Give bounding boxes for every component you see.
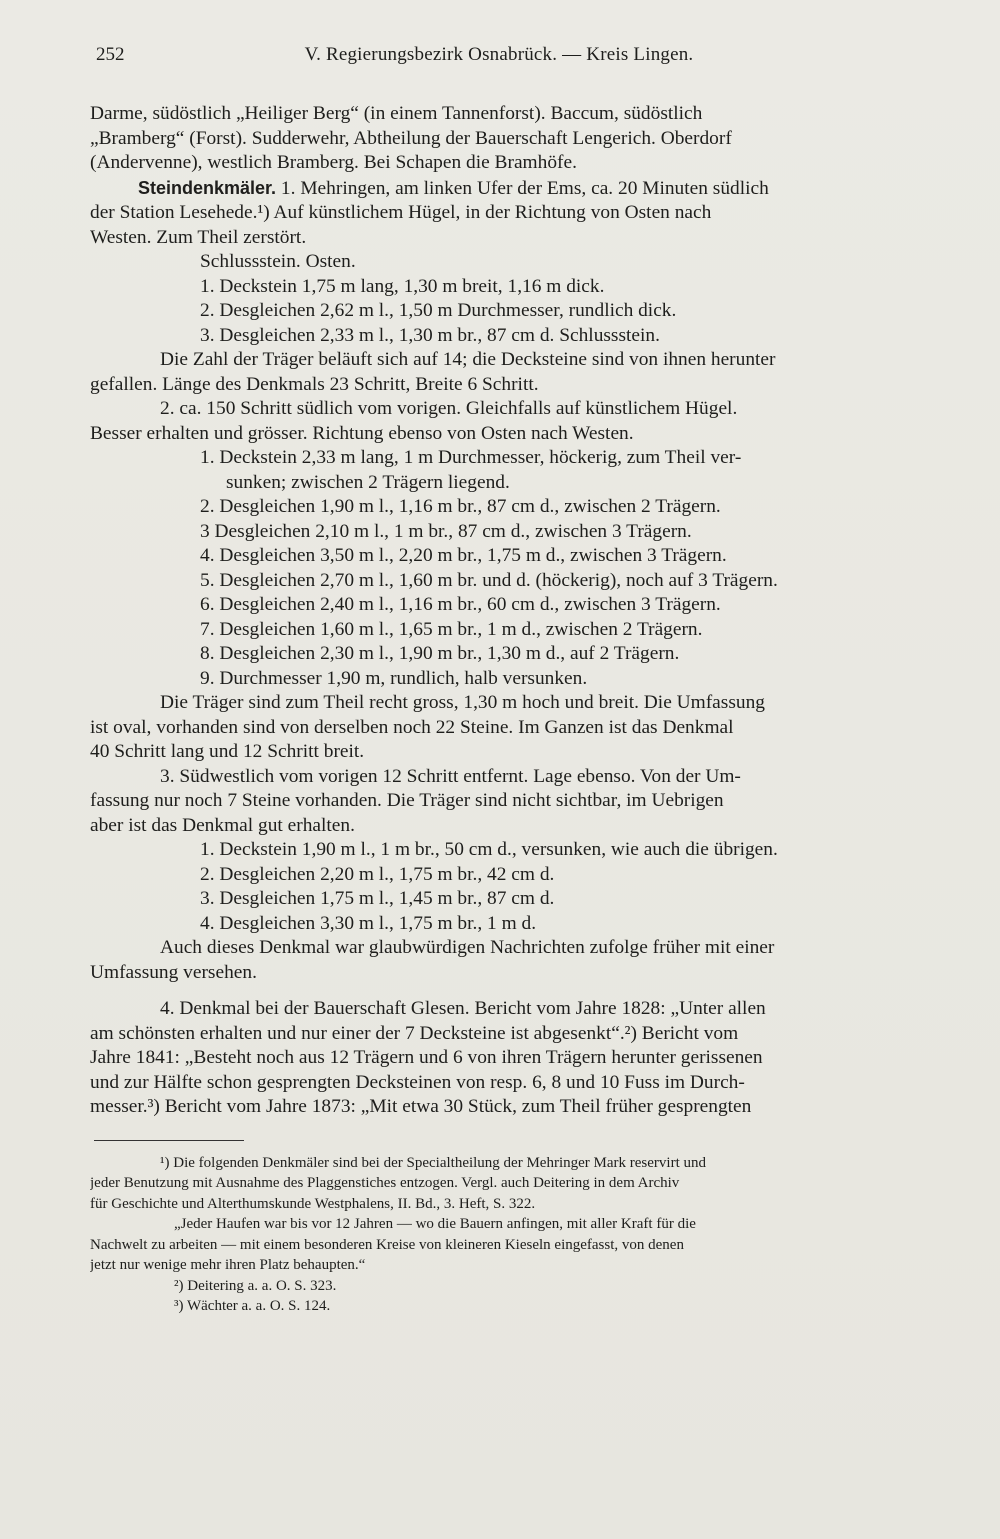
running-head [90, 44, 908, 80]
text-line: der Station Lesehede.¹) Auf künstlichem Hügel, in der Richtung von Osten nach [90, 202, 712, 223]
list-item: 3 Desgleichen 2,10 m l., 1 m br., 87 cm d., zwischen 3 Trägern. [200, 520, 692, 542]
text-line: 2. ca. 150 Schritt südlich vom vorigen. Gleichfalls auf künstlichem Hügel. [160, 398, 738, 419]
list-item: 8. Desgleichen 2,30 m l., 1,90 m br., 1,30 m d., auf 2 Trägern. [200, 643, 680, 664]
text-line: gefallen. Länge des Denkmals 23 Schritt, Breite 6 Schritt. [90, 373, 539, 395]
text-line: Auch dieses Denkmal war glaubwürdigen Nachrichten zufolge früher mit einer [160, 937, 775, 958]
list-item: 2. Desgleichen 1,90 m l., 1,16 m br., 87 cm d., zwischen 2 Trägern. [200, 496, 721, 517]
text-line: aber ist das Denkmal gut erhalten. [90, 814, 355, 836]
text-line: am schönsten erhalten und nur einer der 7 Decksteine ist abgesenkt“.²) Bericht vom [90, 1022, 739, 1044]
list-item: 1. Deckstein 1,90 m l., 1 m br., 50 cm d., versunken, wie auch die übrigen. [200, 839, 778, 860]
text-line: Die Zahl der Träger beläuft sich auf 14; die Decksteine sind von ihnen herunter [160, 349, 776, 370]
list-item: 3. Desgleichen 2,33 m l., 1,30 m br., 87 cm d. Schlussstein. [200, 324, 660, 346]
list-item: 3. Desgleichen 1,75 m l., 1,45 m br., 87 cm d. [200, 888, 555, 909]
text-line: Schlussstein. Osten. [200, 251, 356, 272]
body-text [90, 102, 908, 1120]
footnotes [90, 1153, 908, 1317]
list-item: 5. Desgleichen 2,70 m l., 1,60 m br. und d. (höckerig), noch auf 3 Trägern. [200, 569, 778, 591]
text-line: und zur Hälfte schon gesprengten Decksteinen von resp. 6, 8 und 10 Fuss im Durch- [90, 1071, 745, 1093]
list-item: 1. Deckstein 1,75 m lang, 1,30 m breit, 1,16 m dick. [200, 275, 605, 297]
text-line: 40 Schritt lang und 12 Schritt breit. [90, 741, 365, 762]
page-number: 252 [96, 44, 125, 65]
text-line: ist oval, vorhanden sind von derselben noch 22 Steine. Im Ganzen ist das Denkmal [90, 716, 734, 738]
text-line: Umfassung versehen. [90, 961, 257, 983]
text-line: Westen. Zum Theil zerstört. [90, 226, 307, 248]
list-item: 9. Durchmesser 1,90 m, rundlich, halb versunken. [200, 667, 588, 689]
list-item: 2. Desgleichen 2,62 m l., 1,50 m Durchmesser, rundlich dick. [200, 300, 677, 321]
footnote-line: ²) Deitering a. a. O. S. 323. [174, 1277, 337, 1294]
running-title: V. Regierungsbezirk Osnabrück. — Kreis Lingen. [304, 44, 694, 65]
list-item: 6. Desgleichen 2,40 m l., 1,16 m br., 60 cm d., zwischen 3 Trägern. [200, 594, 721, 615]
text-line: fassung nur noch 7 Steine vorhanden. Die Träger sind nicht sichtbar, im Uebrigen [90, 790, 724, 811]
footnote-line: jetzt nur wenige mehr ihren Platz behaupten.“ [90, 1257, 366, 1273]
text-line: Die Träger sind zum Theil recht gross, 1,30 m hoch und breit. Die Umfassung [160, 692, 765, 713]
footnote-line: Nachwelt zu arbeiten — mit einem besonderen Kreise von kleineren Kieseln eingefasst, von denen [90, 1236, 684, 1253]
list-item: 4. Desgleichen 3,30 m l., 1,75 m br., 1 m d. [200, 912, 537, 934]
text-line: „Bramberg“ (Forst). Sudderwehr, Abtheilung der Bauerschaft Lengerich. Oberdorf [90, 127, 732, 149]
footnote-line: ³) Wächter a. a. O. S. 124. [174, 1298, 331, 1314]
list-item: 2. Desgleichen 2,20 m l., 1,75 m br., 42 cm d. [200, 863, 555, 885]
text-line: Jahre 1841: „Besteht noch aus 12 Trägern und 6 von ihren Trägern herunter gerissenen [90, 1047, 763, 1068]
text-line: Darme, südöstlich „Heiliger Berg“ (in einem Tannenforst). Baccum, südöstlich [90, 103, 703, 124]
footnote-line: jeder Benutzung mit Ausnahme des Plaggenstiches entzogen. Vergl. auch Deitering in dem Archiv [90, 1175, 680, 1191]
section-heading: Steindenkmäler. [138, 177, 277, 198]
footnote-line: „Jeder Haufen war bis vor 12 Jahren — wo die Bauern anfingen, mit aller Kraft für die [174, 1216, 696, 1232]
text-line: Besser erhalten und grösser. Richtung ebenso von Osten nach Westen. [90, 422, 634, 444]
list-item: 1. Deckstein 2,33 m lang, 1 m Durchmesser, höckerig, zum Theil ver- [200, 447, 742, 468]
section-heading-line [90, 176, 908, 202]
text-line: 3. Südwestlich vom vorigen 12 Schritt entfernt. Lage ebenso. Von der Um- [160, 765, 741, 787]
text-line: messer.³) Bericht vom Jahre 1873: „Mit etwa 30 Stück, zum Theil früher gesprengten [90, 1096, 752, 1117]
list-item: sunken; zwischen 2 Trägern liegend. [226, 471, 510, 493]
text-line: 1. Mehringen, am linken Ufer der Ems, ca. 20 Minuten südlich [280, 177, 769, 199]
list-item: 4. Desgleichen 3,50 m l., 2,20 m br., 1,75 m d., zwischen 3 Trägern. [200, 545, 727, 566]
list-item: 7. Desgleichen 1,60 m l., 1,65 m br., 1 m d., zwischen 2 Trägern. [200, 618, 703, 640]
footnote-divider [94, 1140, 244, 1141]
footnote-line: für Geschichte und Alterthumskunde Westphalens, II. Bd., 3. Heft, S. 322. [90, 1195, 536, 1212]
text-line: 4. Denkmal bei der Bauerschaft Glesen. Bericht vom Jahre 1828: „Unter allen [160, 998, 766, 1019]
text-line: (Andervenne), westlich Bramberg. Bei Schapen die Bramhöfe. [90, 152, 577, 173]
footnote-line: ¹) Die folgenden Denkmäler sind bei der Specialtheilung der Mehringer Mark reservirt und [160, 1154, 706, 1171]
